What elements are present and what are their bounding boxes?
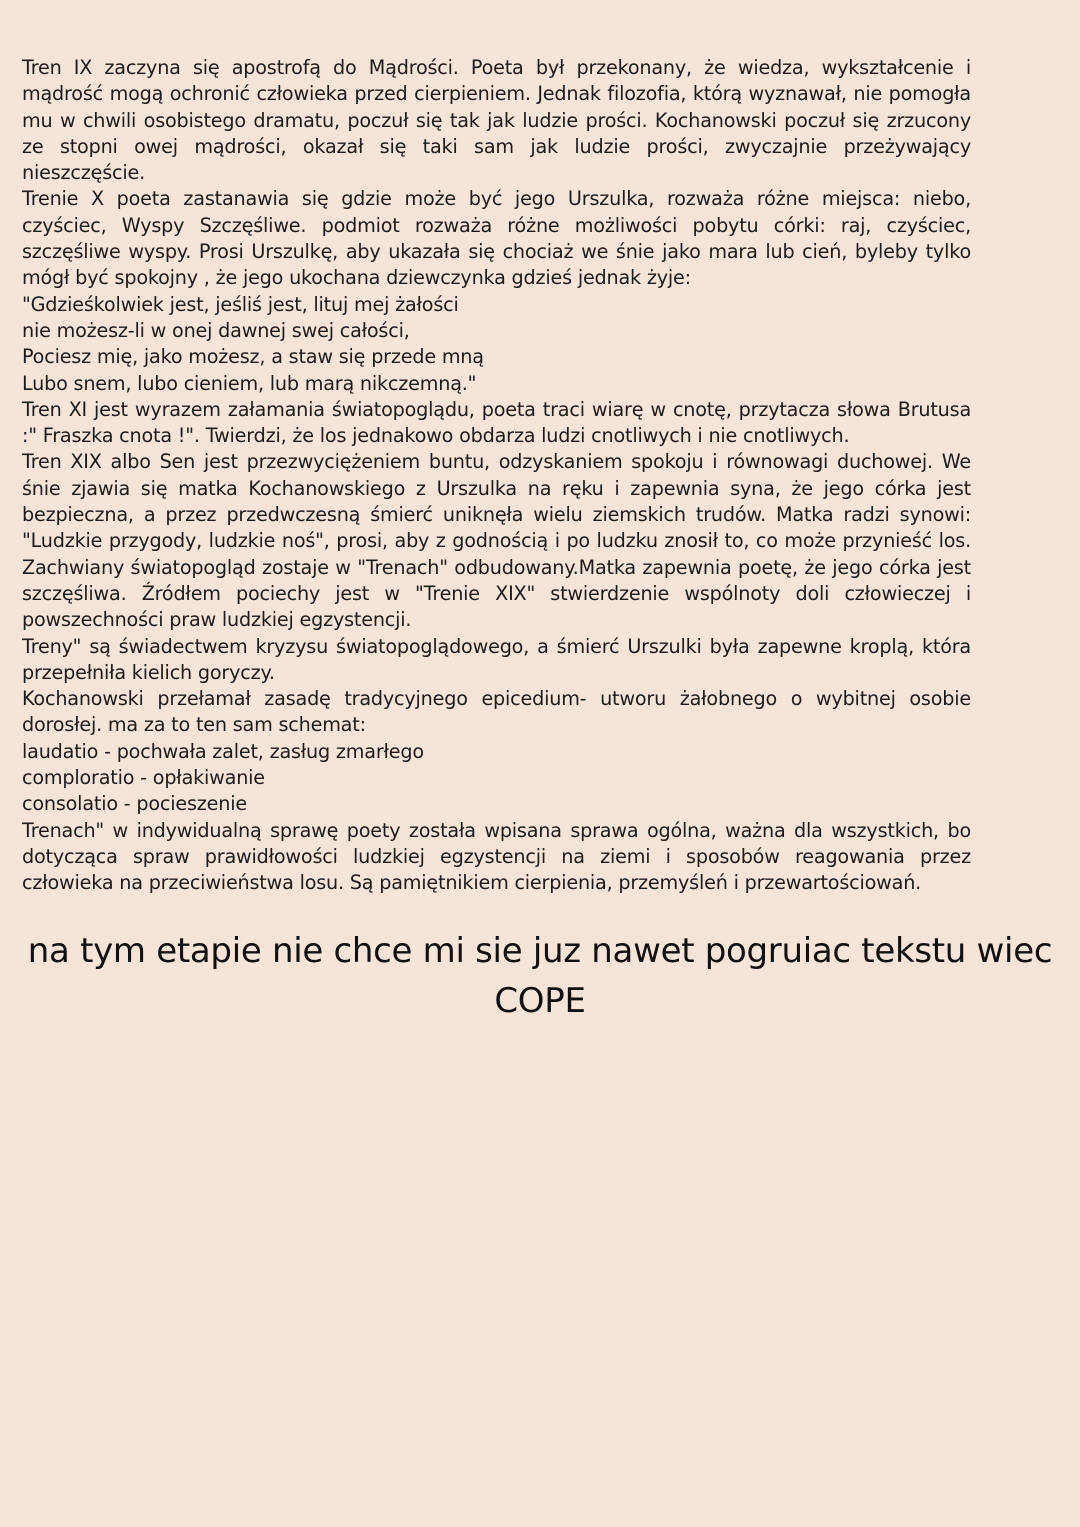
verse-line: consolatio - pocieszenie: [22, 792, 247, 816]
verse-line: comploratio - opłakiwanie: [22, 766, 265, 790]
document-body: [22, 55, 971, 897]
paragraph: Trenach" w indywidualną sprawę poety została wpisana sprawa ogólna, ważna dla wszystkich, bo dotycząca spraw prawidłowości ludzkiej egzystencji na ziemi i sposobów reagowania przez człowieka na przeciwieństwa losu. Są pamiętnikiem cierpienia, przemyśleń i przewartościowań.: [22, 818, 971, 895]
closing-note: na tym etapie nie chce mi sie juz nawet pogruiac tekstu wiec COPE: [27, 931, 1053, 1021]
verse-line: Pociesz mię, jako możesz, a staw się przede mną: [22, 345, 484, 369]
paragraph: Tren IX zaczyna się apostrofą do Mądrości. Poeta był przekonany, że wiedza, wykształcenie i mądrość mogą ochronić człowieka przed cierpieniem. Jednak filozofia, którą wyznawał, nie pomogła mu w chwili osobistego dramatu, poczuł się tak jak ludzie prości. Kochanowski poczuł się zrzucony ze stopni owej mądrości, okazał się taki sam jak ludzie prości, zwyczajnie przeżywający nieszczęście.: [22, 56, 971, 185]
verse-line: "Gdzieśkolwiek jest, jeśliś jest, lituj mej żałości: [22, 292, 459, 316]
verse-line: nie możesz-li w onej dawnej swej całości,: [22, 318, 410, 342]
verse-line: Lubo snem, lubo cieniem, lub marą nikczemną.": [22, 371, 477, 395]
paragraph: Trenie X poeta zastanawia się gdzie może być jego Urszulka, rozważa różne miejsca: niebo, czyściec, Wyspy Szczęśliwe. podmiot rozważa różne możliwości pobytu córki: raj, czyściec, szczęśliwe wyspy. Prosi Urszulkę, aby ukazała się chociaż we śnie jako mara lub cień, byleby tylko mógł być spokojny , że jego ukochana dziewczynka gdzieś jednak żyje:: [22, 187, 971, 290]
paragraph: Tren XI jest wyrazem załamania światopoglądu, poeta traci wiarę w cnotę, przytacza słowa Brutusa :" Fraszka cnota !". Twierdzi, że los jednakowo obdarza ludzi cnotliwych i nie cnotliwych.: [22, 397, 971, 448]
paragraph: Treny" są świadectwem kryzysu światopoglądowego, a śmierć Urszulki była zapewne kroplą, która przepełniła kielich goryczy.: [22, 634, 971, 684]
verse-line: laudatio - pochwała zalet, zasług zmarłego: [22, 739, 424, 763]
paragraph: Tren XIX albo Sen jest przezwyciężeniem buntu, odzyskaniem spokoju i równowagi duchowej. We śnie zjawia się matka Kochanowskiego z Urszulka na ręku i zapewnia syna, że jego córka jest bezpieczna, a przez przedwczesną śmierć uniknęła wielu ziemskich trudów. Matka radzi synowi: "Ludzkie przygody, ludzkie noś", prosi, aby z godnością i po ludzku znosił to, co może przynieść los. Zachwiany światopogląd zostaje w "Trenach" odbudowany.Matka zapewnia poetę, że jego córka jest szczęśliwa. Źródłem pociechy jest w "Trenie XIX" stwierdzenie wspólnoty doli człowieczej i powszechności praw ludzkiej egzystencji.: [22, 450, 971, 632]
paragraph: Kochanowski przełamał zasadę tradycyjnego epicedium- utworu żałobnego o wybitnej osobie dorosłej. ma za to ten sam schemat:: [22, 687, 971, 737]
